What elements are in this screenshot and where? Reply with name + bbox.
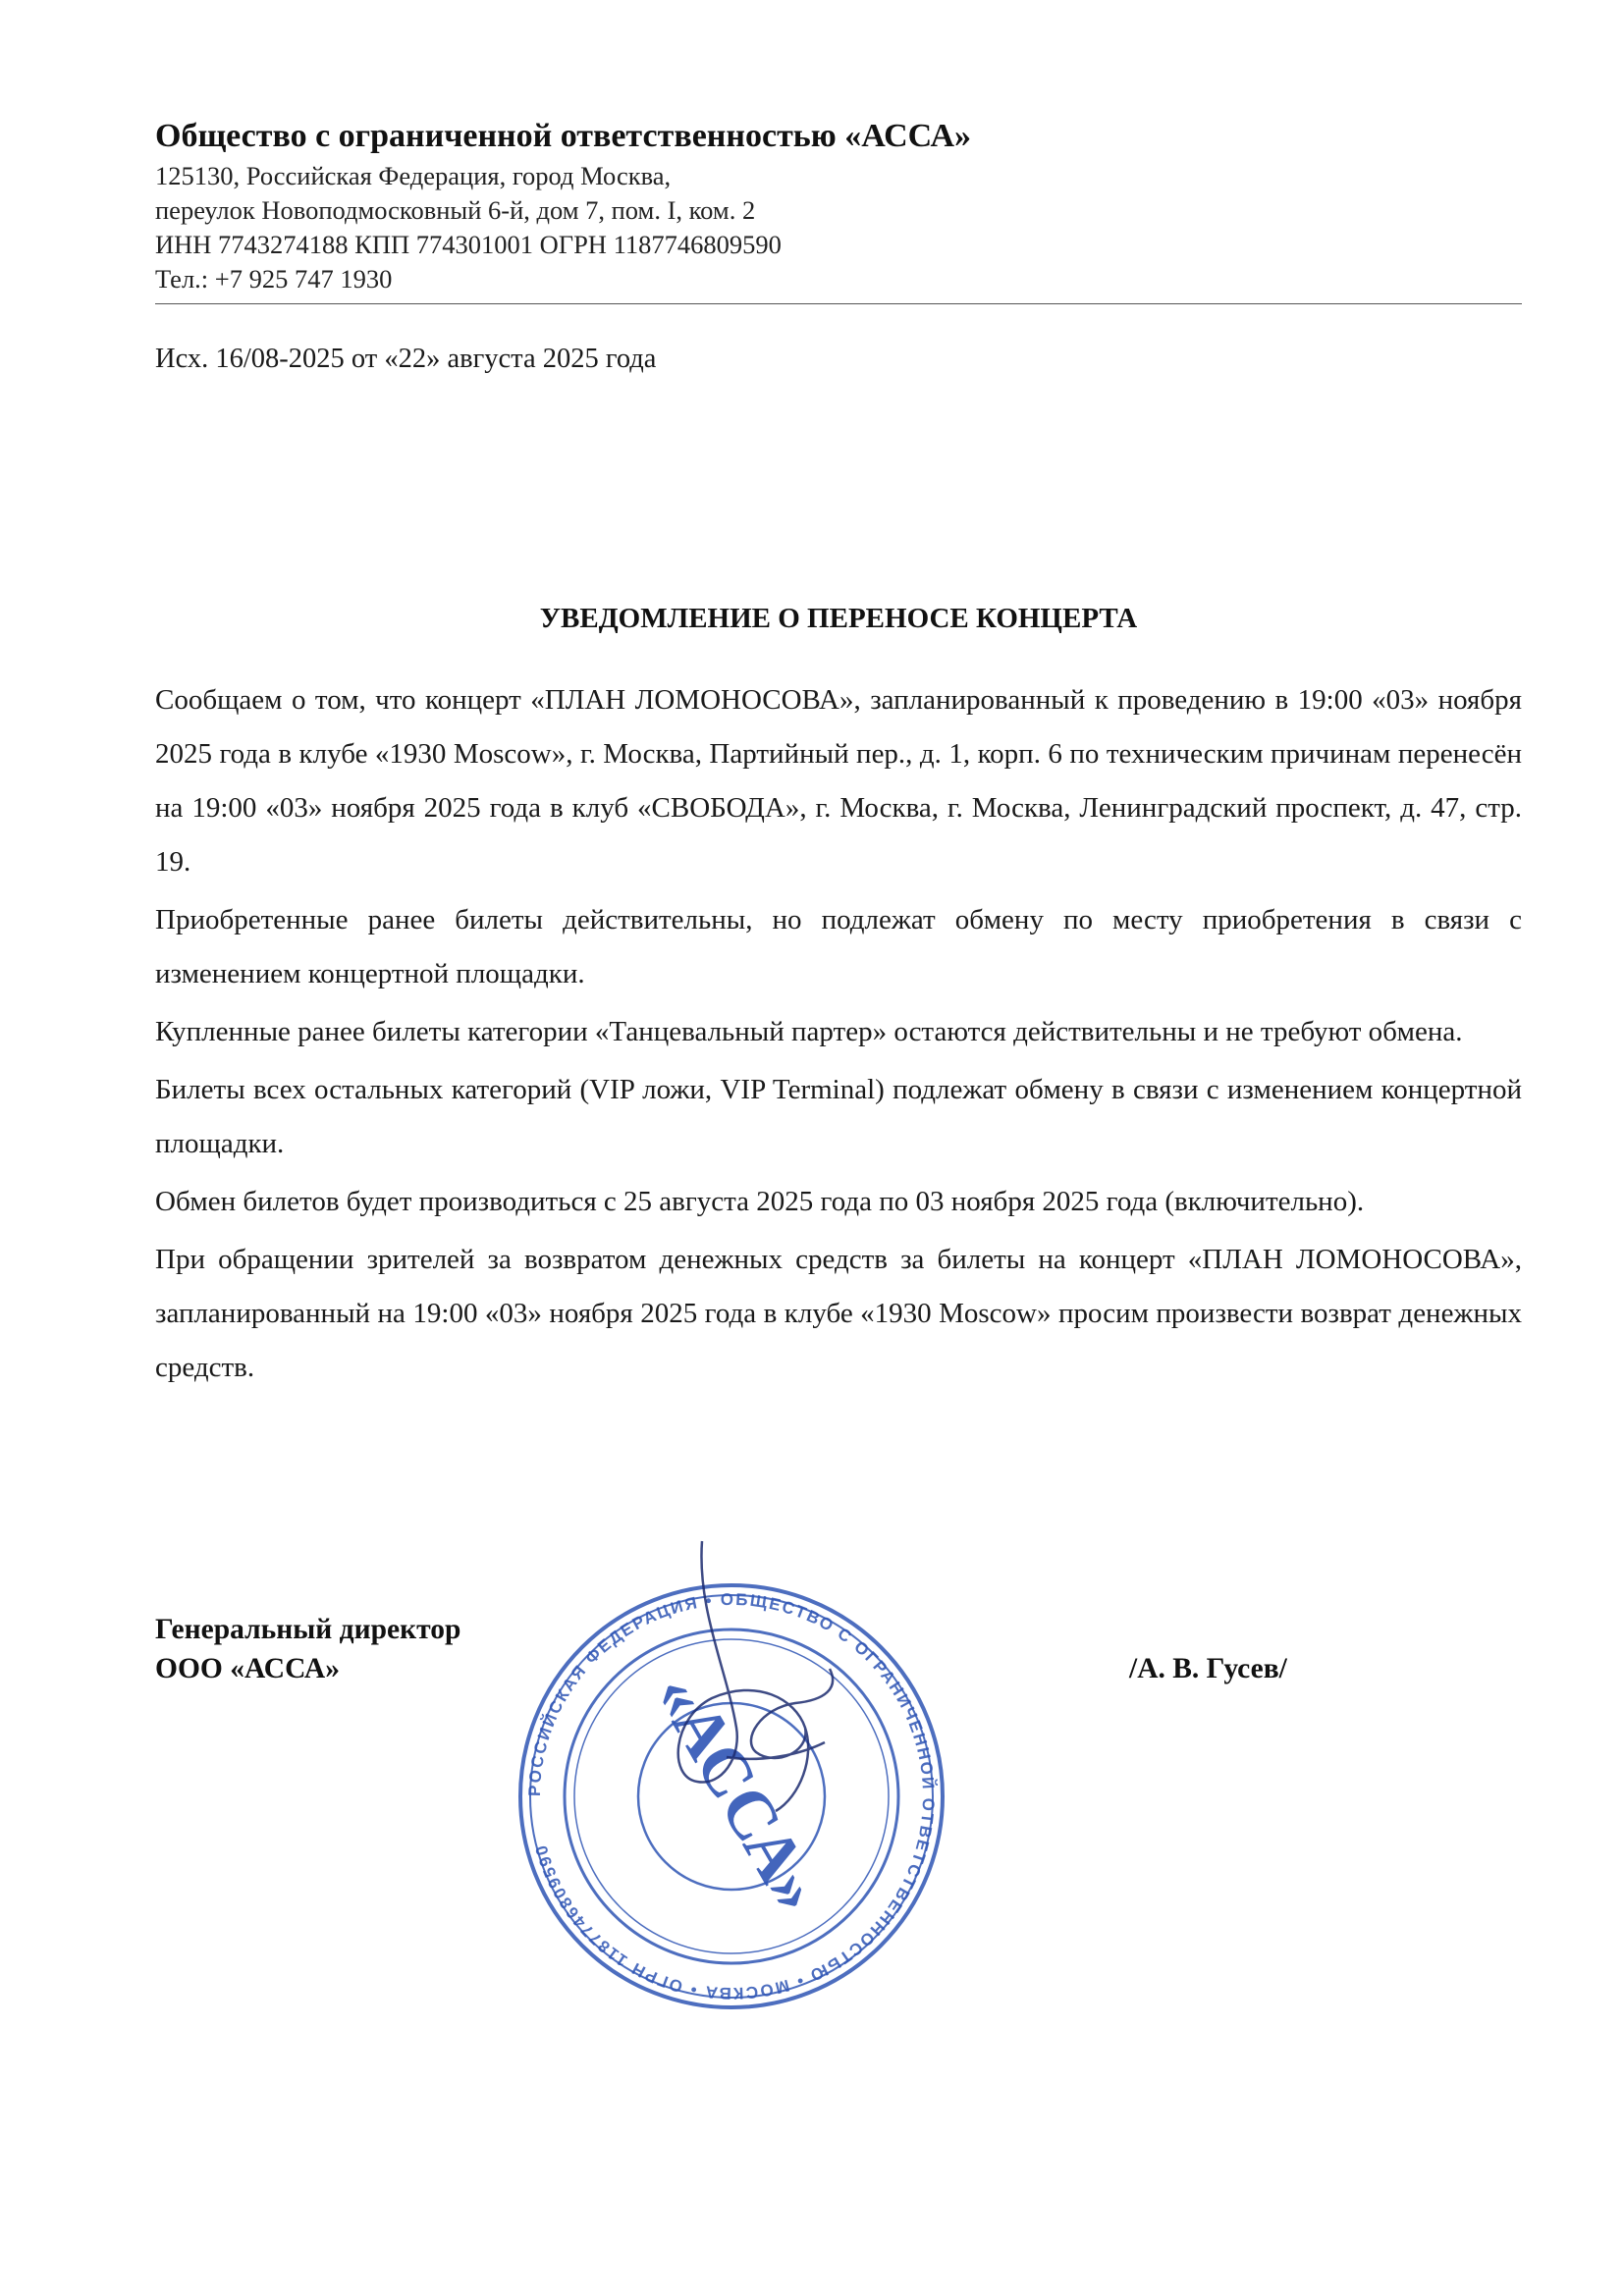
signature-block xyxy=(155,1610,460,1688)
seal-rings xyxy=(520,1585,943,2007)
body-paragraph: Обмен билетов будет производиться с 25 августа 2025 года по 03 ноября 2025 года (включительно). xyxy=(155,1186,1365,1217)
outgoing-reference: Исх. 16/08-2025 от «22» августа 2025 года xyxy=(155,344,657,374)
company-name: Общество с ограниченной ответственностью «АССА» xyxy=(155,118,972,154)
body-paragraph: Сообщаем о том, что концерт «ПЛАН ЛОМОНОСОВА», запланированный к проведению в 19:00 «03» ноября 2025 года в клубе «1930 Moscow», г. Москва, Партийный пер., д. 1, корп. 6 по техническим причинам перенесён на 19:00 «03» ноября 2025 года в клуб «СВОБОДА», г. Москва, г. Москва, Ленинградский проспект, д. 47, стр. 19. xyxy=(155,684,1522,878)
body-paragraph: Билеты всех остальных категорий (VIP ложи, VIP Terminal) подлежат обмену в связи с изменением концертной площадки. xyxy=(155,1074,1522,1159)
address-line-2: переулок Новоподмосковный 6-й, дом 7, пом. I, ком. 2 xyxy=(155,195,756,225)
address-line-1: 125130, Российская Федерация, город Москва, xyxy=(155,161,672,190)
letterhead-divider xyxy=(155,303,1522,304)
signer-name: /А. В. Гусев/ xyxy=(1129,1653,1287,1684)
signer-position: Генеральный директор xyxy=(155,1614,461,1645)
letter-body xyxy=(155,673,1522,1399)
document-title: УВЕДОМЛЕНИЕ О ПЕРЕНОСЕ КОНЦЕРТА xyxy=(539,603,1138,634)
letterhead xyxy=(155,116,1522,296)
seal-outer-text: РОССИЙСКАЯ ФЕДЕРАЦИЯ • ОБЩЕСТВО С ОГРАНИЧЕННОЙ ОТВЕТСТВЕННОСТЬЮ • МОСКВА • ОГРН 1187746809590 xyxy=(524,1589,939,2003)
company-phone: Тел.: +7 925 747 1930 xyxy=(155,264,393,294)
seal-center-text: «АССА» xyxy=(639,1661,837,1925)
company-requisites: ИНН 7743274188 КПП 774301001 ОГРН 1187746809590 xyxy=(155,230,782,259)
handwritten-signature xyxy=(678,1541,833,1811)
signer-organization: ООО «АССА» xyxy=(155,1653,340,1684)
body-paragraph: При обращении зрителей за возвратом денежных средств за билеты на концерт «ПЛАН ЛОМОНОСОВА», запланированный на 19:00 «03» ноября 2025 года в клубе «1930 Moscow» просим произвести возврат денежных средств. xyxy=(155,1244,1522,1383)
body-paragraph: Приобретенные ранее билеты действительны, но подлежат обмену по месту приобретения в связи с изменением концертной площадки. xyxy=(155,904,1522,989)
body-paragraph: Купленные ранее билеты категории «Танцевальный партер» остаются действительны и не требуют обмена. xyxy=(155,1016,1463,1047)
company-seal-stamp xyxy=(501,1531,962,2022)
